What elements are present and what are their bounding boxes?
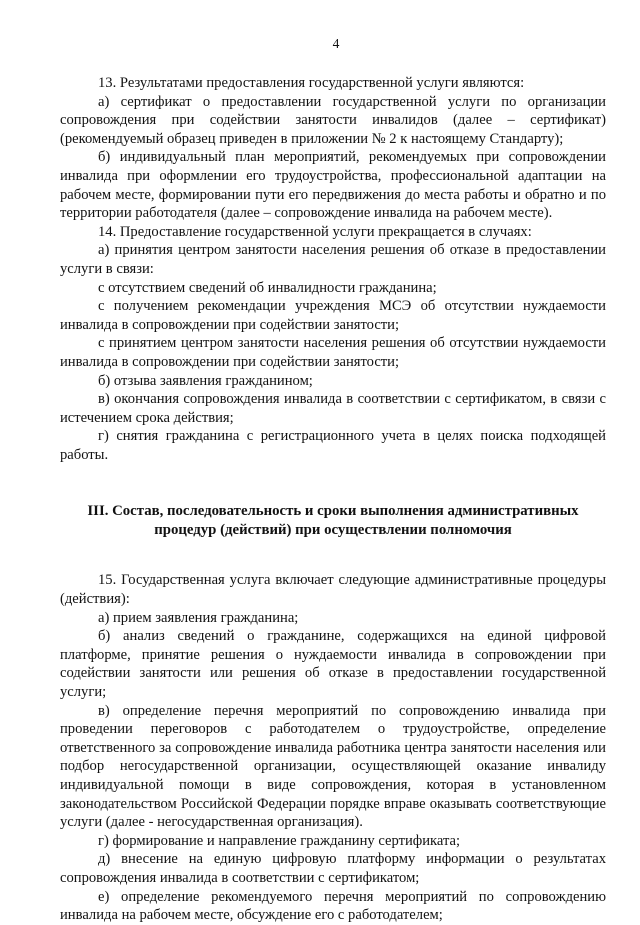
page-number: 4 <box>332 36 340 51</box>
paragraph: б) отзыва заявления гражданином; <box>98 372 313 389</box>
paragraph: с принятием центром занятости населения решения об отсутствии нуждаемости инвалида в сопровождении при содействии занятости; <box>60 335 606 370</box>
section-results <box>60 74 606 464</box>
paragraph: а) принятия центром занятости населения решения об отказе в предоставлении услуги в связи: <box>60 242 606 277</box>
paragraph: б) индивидуальный план мероприятий, рекомендуемых при сопровождении инвалида при оформлении его трудоустройства, профессиональной адаптации на рабочем месте, формировании пути его передвижения до места работы и обратно и по территории работодателя (далее – сопровождение инвалида на рабочем месте). <box>60 149 606 222</box>
paragraph: с отсутствием сведений об инвалидности гражданина; <box>98 279 437 296</box>
section-procedures <box>60 571 606 924</box>
paragraph: г) снятия гражданина с регистрационного учета в целях поиска подходящей работы. <box>60 428 606 463</box>
paragraph: б) анализ сведений о гражданине, содержащихся на единой цифровой платформе, принятие решения о нуждаемости инвалида в сопровождении при содействии занятости или решения об отказе в предоставлении государственной услуги; <box>60 628 606 701</box>
paragraph: в) окончания сопровождения инвалида в соответствии с сертификатом, в связи с истечением срока действия; <box>60 391 606 426</box>
paragraph: г) формирование и направление гражданину сертификата; <box>98 832 461 849</box>
paragraph: е) определение рекомендуемого перечня мероприятий по сопровождению инвалида на рабочем месте, обсуждение его с работодателем; <box>60 888 606 924</box>
paragraph: 13. Результатами предоставления государственной услуги являются: <box>98 75 525 91</box>
paragraph: д) внесение на единую цифровую платформу информации о результатах сопровождения инвалида в соответствии с сертификатом; <box>60 851 606 886</box>
paragraph: в) определение перечня мероприятий по сопровождению инвалида при проведении переговоров с работодателем о трудоустройстве, определение ответственного за сопровождение инвалида работника центра занятости населения или подбор негосударственной организации, осуществляющей оказание инвалиду индивидуальной помощи в виде сопровождения, которая в установленном законодательством Российской Федерации порядке вправе оказывать соответствующие услуги (далее - негосударственная организация). <box>60 702 606 831</box>
paragraph: а) сертификат о предоставлении государственной услуги по организации сопровождения при содействии занятости инвалидов (далее – сертификат) (рекомендуемый образец приведен в приложении № 2 к настоящему Стандарту); <box>60 93 606 147</box>
section-heading: III. Состав, последовательность и сроки выполнения административных процедур (действий) при осуществлении полномочия <box>87 503 579 539</box>
paragraph: с получением рекомендации учреждения МСЭ об отсутствии нуждаемости инвалида в сопровождении при содействии занятости; <box>60 298 606 333</box>
paragraph: 15. Государственная услуга включает следующие административные процедуры (действия): <box>60 572 606 608</box>
paragraph: а) прием заявления гражданина; <box>98 609 299 626</box>
paragraph: 14. Предоставление государственной услуги прекращается в случаях: <box>98 223 532 240</box>
